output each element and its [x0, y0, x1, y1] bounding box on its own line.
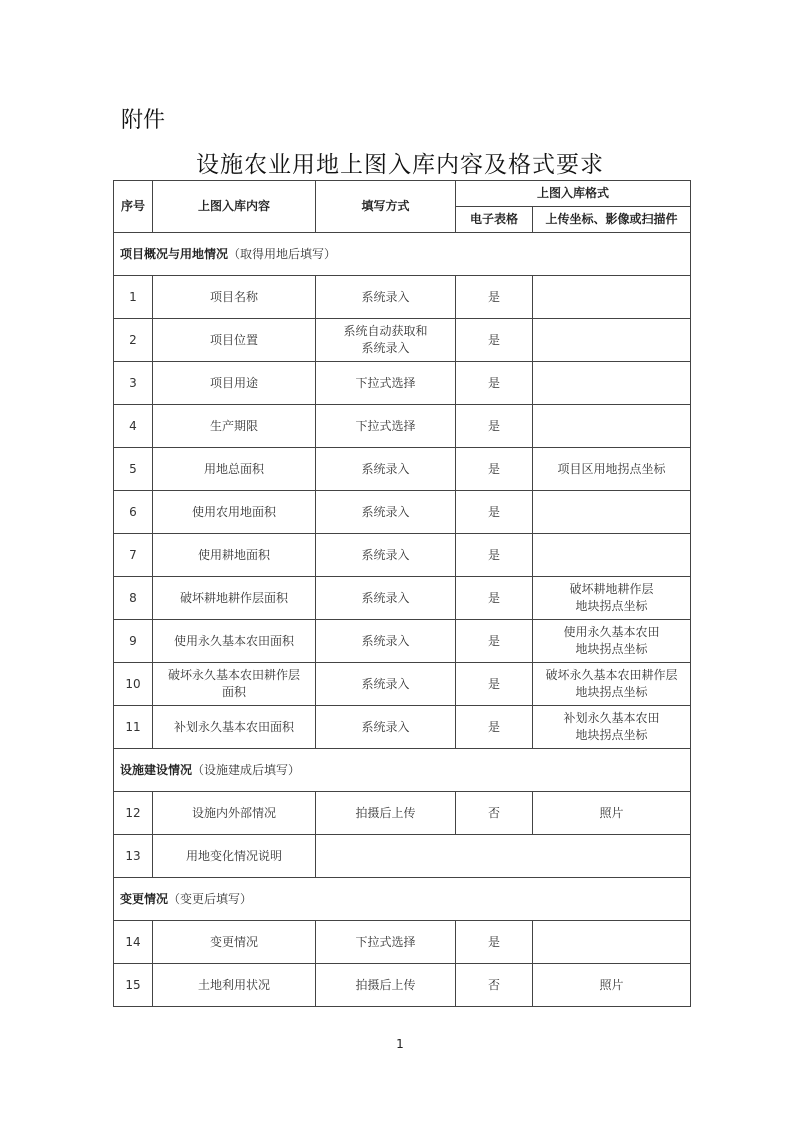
document-title: 设施农业用地上图入库内容及格式要求: [196, 152, 604, 178]
cell-seq: 14: [114, 921, 153, 964]
section-title: 设施建设情况: [120, 762, 193, 777]
cell-method: 系统录入: [316, 448, 456, 491]
cell-spreadsheet: 是: [456, 620, 533, 663]
cell-method: 系统录入: [316, 491, 456, 534]
cell-method: 系统录入: [316, 706, 456, 749]
cell-content: 用地总面积: [153, 448, 316, 491]
cell-content: 使用耕地面积: [153, 534, 316, 577]
cell-spreadsheet: 是: [456, 534, 533, 577]
table-row: [114, 405, 691, 448]
section-note: （设施建成后填写）: [192, 762, 301, 777]
cell-seq: 3: [114, 362, 153, 405]
cell-content: 破坏耕地耕作层面积: [153, 577, 316, 620]
cell-upload: [533, 405, 691, 448]
table-row: [114, 491, 691, 534]
cell-seq: 12: [114, 792, 153, 835]
cell-upload: [533, 534, 691, 577]
cell-content: 生产期限: [153, 405, 316, 448]
table-row: [114, 319, 691, 362]
cell-upload: 补划永久基本农田 地块拐点坐标: [533, 706, 691, 749]
cell-upload: [533, 491, 691, 534]
requirements-table: [113, 180, 691, 1007]
cell-method: 系统录入: [316, 276, 456, 319]
cell-method: 下拉式选择: [316, 921, 456, 964]
cell-merged-empty: [316, 835, 691, 878]
cell-method: 系统录入: [316, 534, 456, 577]
cell-content: 项目位置: [153, 319, 316, 362]
header-method: 填写方式: [316, 181, 456, 233]
cell-spreadsheet: 否: [456, 964, 533, 1007]
cell-spreadsheet: 是: [456, 319, 533, 362]
cell-upload: 照片: [533, 964, 691, 1007]
cell-content: 用地变化情况说明: [153, 835, 316, 878]
cell-method: 下拉式选择: [316, 405, 456, 448]
cell-content: 使用农用地面积: [153, 491, 316, 534]
cell-content: 使用永久基本农田面积: [153, 620, 316, 663]
cell-seq: 15: [114, 964, 153, 1007]
table-row: [114, 706, 691, 749]
cell-seq: 1: [114, 276, 153, 319]
cell-upload: [533, 319, 691, 362]
section-header: [114, 749, 691, 792]
cell-spreadsheet: 是: [456, 276, 533, 319]
cell-method: 系统自动获取和 系统录入: [316, 319, 456, 362]
table-row: [114, 663, 691, 706]
table-row: [114, 620, 691, 663]
cell-content: 项目名称: [153, 276, 316, 319]
section-note: （变更后填写）: [168, 891, 253, 906]
header-content: 上图入库内容: [153, 181, 316, 233]
section-row: [114, 749, 691, 792]
section-title: 项目概况与用地情况: [120, 246, 229, 261]
cell-content: 项目用途: [153, 362, 316, 405]
cell-seq: 5: [114, 448, 153, 491]
section-note: （取得用地后填写）: [228, 246, 337, 261]
cell-spreadsheet: 否: [456, 792, 533, 835]
table-row: [114, 276, 691, 319]
cell-seq: 13: [114, 835, 153, 878]
table-body: [114, 233, 691, 1007]
cell-upload: 使用永久基本农田 地块拐点坐标: [533, 620, 691, 663]
cell-seq: 6: [114, 491, 153, 534]
cell-method: 系统录入: [316, 577, 456, 620]
header-seq: 序号: [114, 181, 153, 233]
cell-spreadsheet: 是: [456, 448, 533, 491]
cell-spreadsheet: 是: [456, 663, 533, 706]
header-format-group: 上图入库格式: [456, 181, 691, 207]
section-header: [114, 878, 691, 921]
cell-spreadsheet: 是: [456, 921, 533, 964]
cell-method: 系统录入: [316, 620, 456, 663]
cell-content: 设施内外部情况: [153, 792, 316, 835]
cell-content: 土地利用状况: [153, 964, 316, 1007]
table-row: [114, 964, 691, 1007]
table-row: [114, 534, 691, 577]
header-spreadsheet: 电子表格: [456, 207, 533, 233]
cell-upload: 项目区用地拐点坐标: [533, 448, 691, 491]
cell-spreadsheet: 是: [456, 362, 533, 405]
cell-spreadsheet: 是: [456, 706, 533, 749]
table-row: [114, 362, 691, 405]
section-row: [114, 233, 691, 276]
cell-spreadsheet: 是: [456, 491, 533, 534]
cell-upload: [533, 921, 691, 964]
cell-method: 系统录入: [316, 663, 456, 706]
cell-seq: 4: [114, 405, 153, 448]
cell-seq: 7: [114, 534, 153, 577]
table-row: [114, 835, 691, 878]
table-row: [114, 921, 691, 964]
section-title: 变更情况: [120, 891, 169, 906]
cell-content: 变更情况: [153, 921, 316, 964]
cell-upload: [533, 362, 691, 405]
section-header: [114, 233, 691, 276]
cell-method: 拍摄后上传: [316, 792, 456, 835]
section-row: [114, 878, 691, 921]
cell-upload: 照片: [533, 792, 691, 835]
cell-seq: 9: [114, 620, 153, 663]
page-number: 1: [396, 1037, 404, 1051]
cell-method: 下拉式选择: [316, 362, 456, 405]
cell-content: 破坏永久基本农田耕作层 面积: [153, 663, 316, 706]
table-row: [114, 792, 691, 835]
cell-upload: 破坏耕地耕作层 地块拐点坐标: [533, 577, 691, 620]
cell-seq: 10: [114, 663, 153, 706]
cell-upload: [533, 276, 691, 319]
cell-seq: 2: [114, 319, 153, 362]
table-row: [114, 448, 691, 491]
cell-spreadsheet: 是: [456, 577, 533, 620]
cell-content: 补划永久基本农田面积: [153, 706, 316, 749]
cell-seq: 8: [114, 577, 153, 620]
attachment-label: 附件: [121, 108, 166, 133]
cell-upload: 破坏永久基本农田耕作层 地块拐点坐标: [533, 663, 691, 706]
header-upload: 上传坐标、影像或扫描件: [533, 207, 691, 233]
cell-seq: 11: [114, 706, 153, 749]
cell-method: 拍摄后上传: [316, 964, 456, 1007]
cell-spreadsheet: 是: [456, 405, 533, 448]
table-row: [114, 577, 691, 620]
